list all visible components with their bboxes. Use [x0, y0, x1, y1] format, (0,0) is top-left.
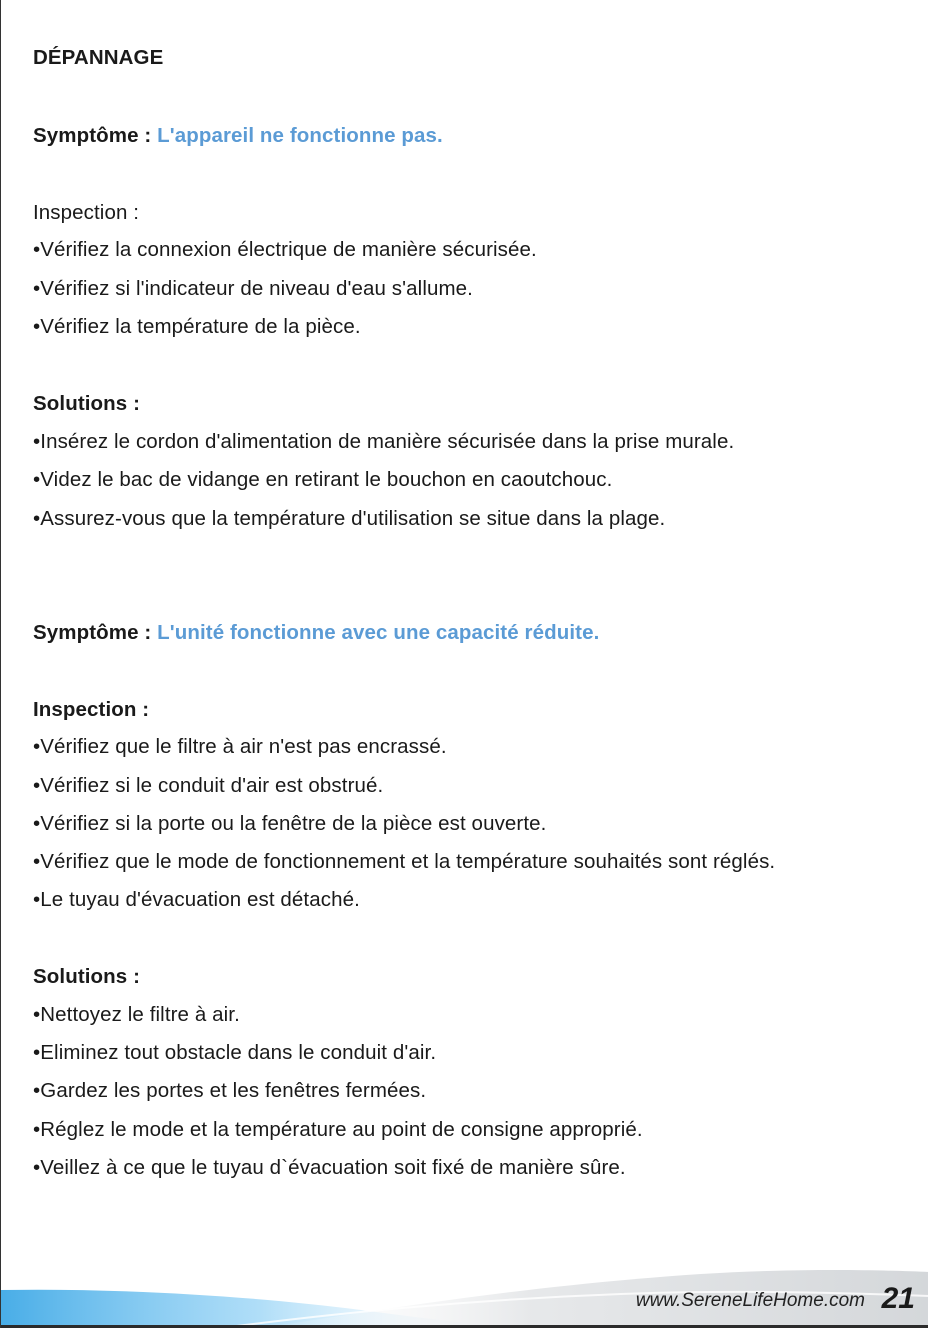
solution-item: •Insérez le cordon d'alimentation de manière sécurisée dans la prise murale.: [33, 430, 735, 453]
solutions-label: Solutions :: [33, 392, 141, 415]
inspection-item: •Vérifiez que le filtre à air n'est pas encrassé.: [33, 735, 447, 758]
website-url: www.SereneLifeHome.com: [635, 1290, 865, 1311]
page-heading: DÉPANNAGE: [33, 46, 164, 69]
page-footer: [1, 1270, 928, 1328]
symptom-label: Symptôme :: [33, 621, 152, 644]
page-number: 21: [881, 1282, 915, 1315]
inspection-item: •Vérifiez la température de la pièce.: [33, 315, 361, 338]
inspection-item: •Vérifiez que le mode de fonctionnement et la température souhaités sont réglés.: [33, 850, 776, 873]
inspection-item: •Vérifiez si la porte ou la fenêtre de la pièce est ouverte.: [33, 812, 547, 835]
symptom-text: L'unité fonctionne avec une capacité réduite.: [157, 621, 600, 644]
symptom-text: L'appareil ne fonctionne pas.: [157, 124, 443, 147]
solution-item: •Réglez le mode et la température au point de consigne approprié.: [33, 1118, 643, 1141]
inspection-item: •Vérifiez si l'indicateur de niveau d'eau s'allume.: [33, 277, 473, 300]
inspection-item: •Le tuyau d'évacuation est détaché.: [33, 888, 360, 911]
solution-item: •Nettoyez le filtre à air.: [33, 1003, 240, 1026]
symptom-line-1: [33, 124, 443, 148]
inspection-item: •Vérifiez la connexion électrique de manière sécurisée.: [33, 238, 537, 261]
inspection-label: Inspection :: [33, 698, 150, 721]
solution-item: •Veillez à ce que le tuyau d`évacuation soit fixé de manière sûre.: [33, 1156, 626, 1179]
inspection-label: Inspection :: [33, 201, 140, 224]
solution-item: •Assurez-vous que la température d'utilisation se situe dans la plage.: [33, 507, 666, 530]
symptom-label: Symptôme :: [33, 124, 152, 147]
solutions-label: Solutions :: [33, 965, 141, 988]
solution-item: •Gardez les portes et les fenêtres fermées.: [33, 1079, 427, 1102]
solution-item: •Eliminez tout obstacle dans le conduit d'air.: [33, 1041, 437, 1064]
inspection-item: •Vérifiez si le conduit d'air est obstrué.: [33, 774, 384, 797]
symptom-line-2: [33, 621, 599, 645]
solution-item: •Videz le bac de vidange en retirant le bouchon en caoutchouc.: [33, 468, 613, 491]
